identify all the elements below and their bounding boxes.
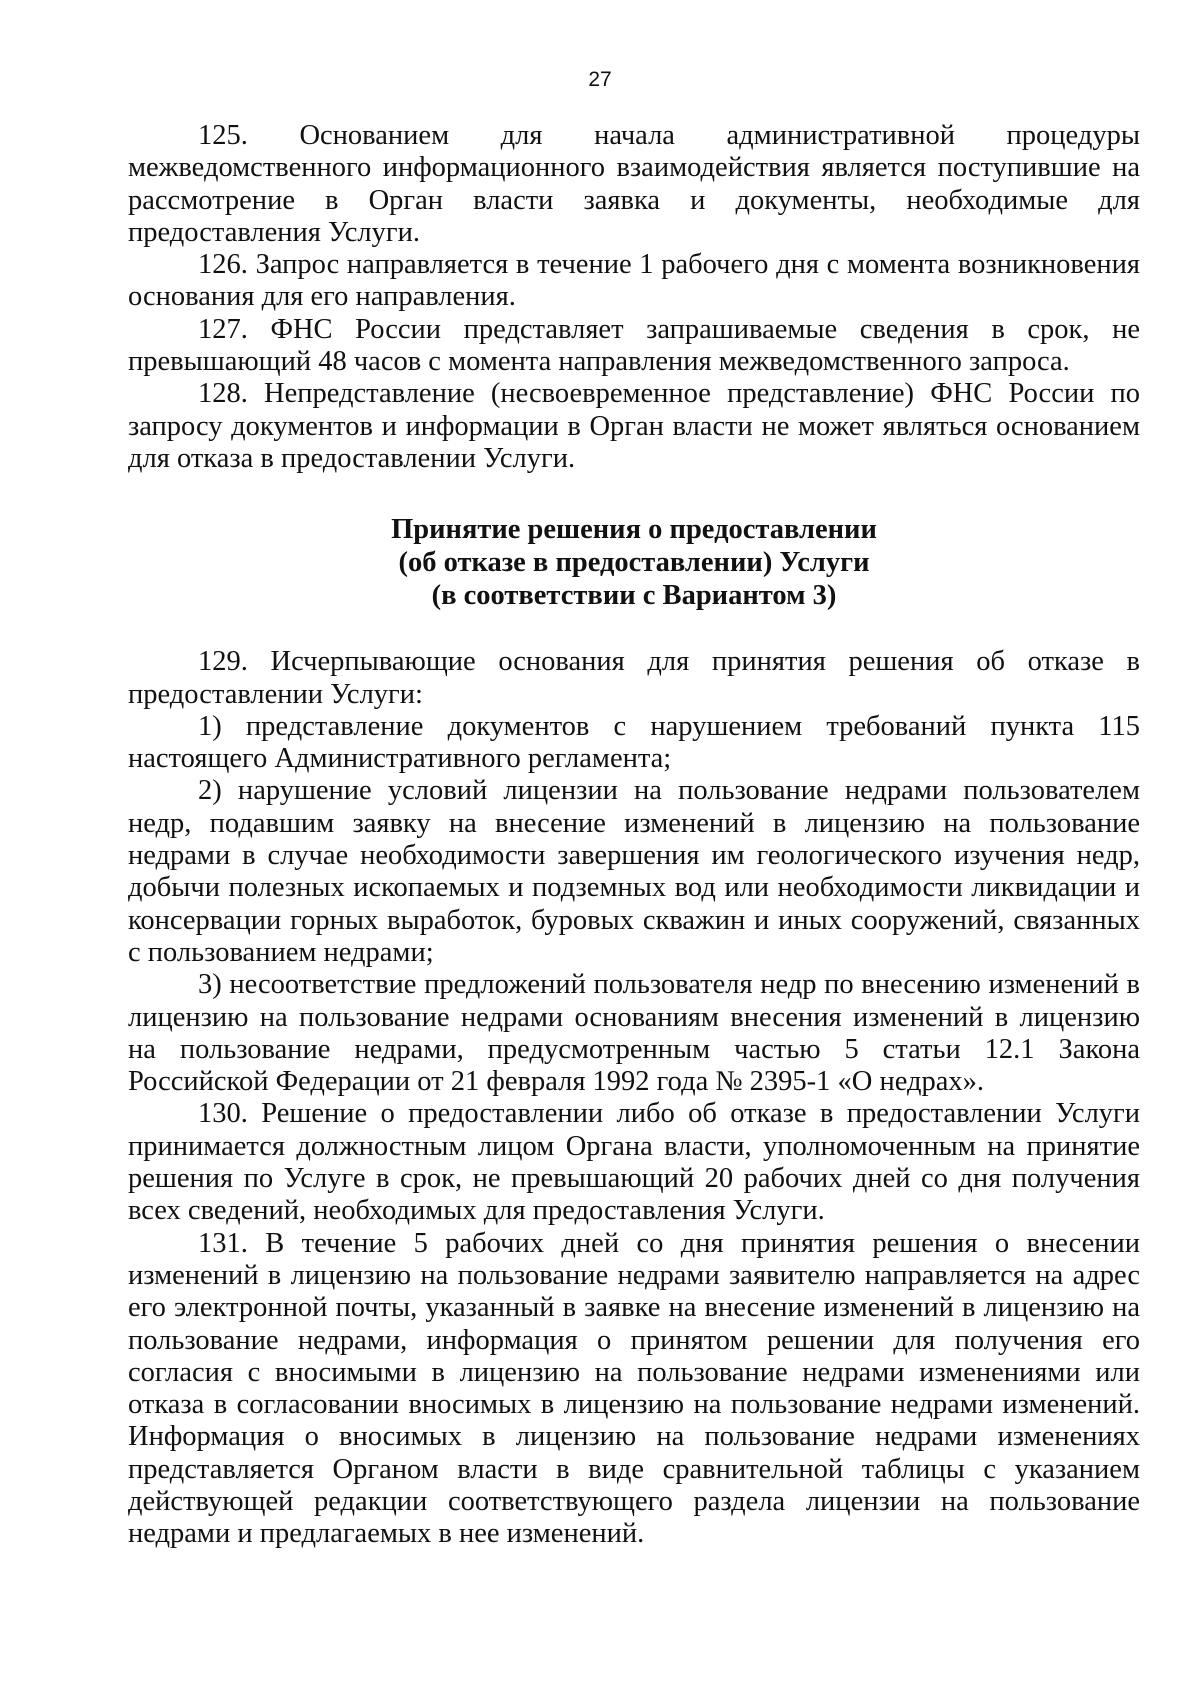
paragraph-125: 125. Основанием для начала административной процедуры межведомственного информационного взаимодействия является поступившие на рассмотрение в Орган власти заявка и документы, необходимые для предоставления Услуги. bbox=[128, 120, 1140, 248]
paragraph-127: 127. ФНС России представляет запрашиваемые сведения в срок, не превышающий 48 часов с момента направления межведомственного запроса. bbox=[128, 313, 1140, 378]
list-item-3: 3) несоответствие предложений пользователя недр по внесению изменений в лицензию на пользование недрами основаниям внесения изменений в лицензию на пользование недрами, предусмотренным частью 5 статьи 12.1 Закона Российской Федерации от 21 февраля 1992 года № 2395-1 «О недрах». bbox=[128, 969, 1140, 1098]
section-heading-line: (в соответствии с Вариантом 3) bbox=[431, 580, 837, 612]
paragraph-128: 128. Непредставление (несвоевременное представление) ФНС России по запросу документов и информации в Орган власти не может являться основанием для отказа в предоставлении Услуги. bbox=[128, 378, 1140, 474]
page-number: 27 bbox=[588, 68, 612, 91]
section-heading bbox=[128, 513, 1140, 612]
paragraph-130: 130. Решение о предоставлении либо об отказе в предоставлении Услуги принимается должностным лицом Органа власти, уполномоченным на принятие решения по Услуге в срок, не превышающий 20 рабочих дней со дня получения всех сведений, необходимых для предоставления Услуги. bbox=[128, 1098, 1140, 1227]
section-heading-line: (об отказе в предоставлении) Услуги bbox=[398, 547, 870, 579]
list-item-2: 2) нарушение условий лицензии на пользование недрами пользователем недр, подавшим заявку на внесение изменений в лицензию на пользование недрами в случае необходимости завершения им геологического изучения недр, добычи полезных ископаемых и подземных вод или необходимости ликвидации и консервации горных выработок, буровых скважин и иных сооружений, связанных с пользованием недрами; bbox=[128, 775, 1140, 968]
document-body bbox=[128, 120, 1140, 1551]
paragraph-131: 131. В течение 5 рабочих дней со дня принятия решения о внесении изменений в лицензию на пользование недрами заявителю направляется на адрес его электронной почты, указанный в заявке на внесение изменений в лицензию на пользование недрами, информация о принятом решении для получения его согласия с вносимыми в лицензию на пользование недрами изменениями или отказа в согласовании вносимых в лицензию на пользование недрами изменений. Информация о вносимых в лицензию на пользование недрами изменениях представляется Органом власти в виде сравнительной таблицы с указанием действующей редакции соответствующего раздела лицензии на пользование недрами и предлагаемых в нее изменений. bbox=[128, 1227, 1140, 1550]
section-heading-line: Принятие решения о предоставлении bbox=[391, 514, 877, 546]
paragraph-126: 126. Запрос направляется в течение 1 рабочего дня с момента возникновения основания для его направления. bbox=[128, 249, 1140, 313]
list-item-1: 1) представление документов с нарушением требований пункта 115 настоящего Административного регламента; bbox=[128, 710, 1140, 775]
paragraph-129: 129. Исчерпывающие основания для принятия решения об отказе в предоставлении Услуги: bbox=[128, 646, 1140, 710]
